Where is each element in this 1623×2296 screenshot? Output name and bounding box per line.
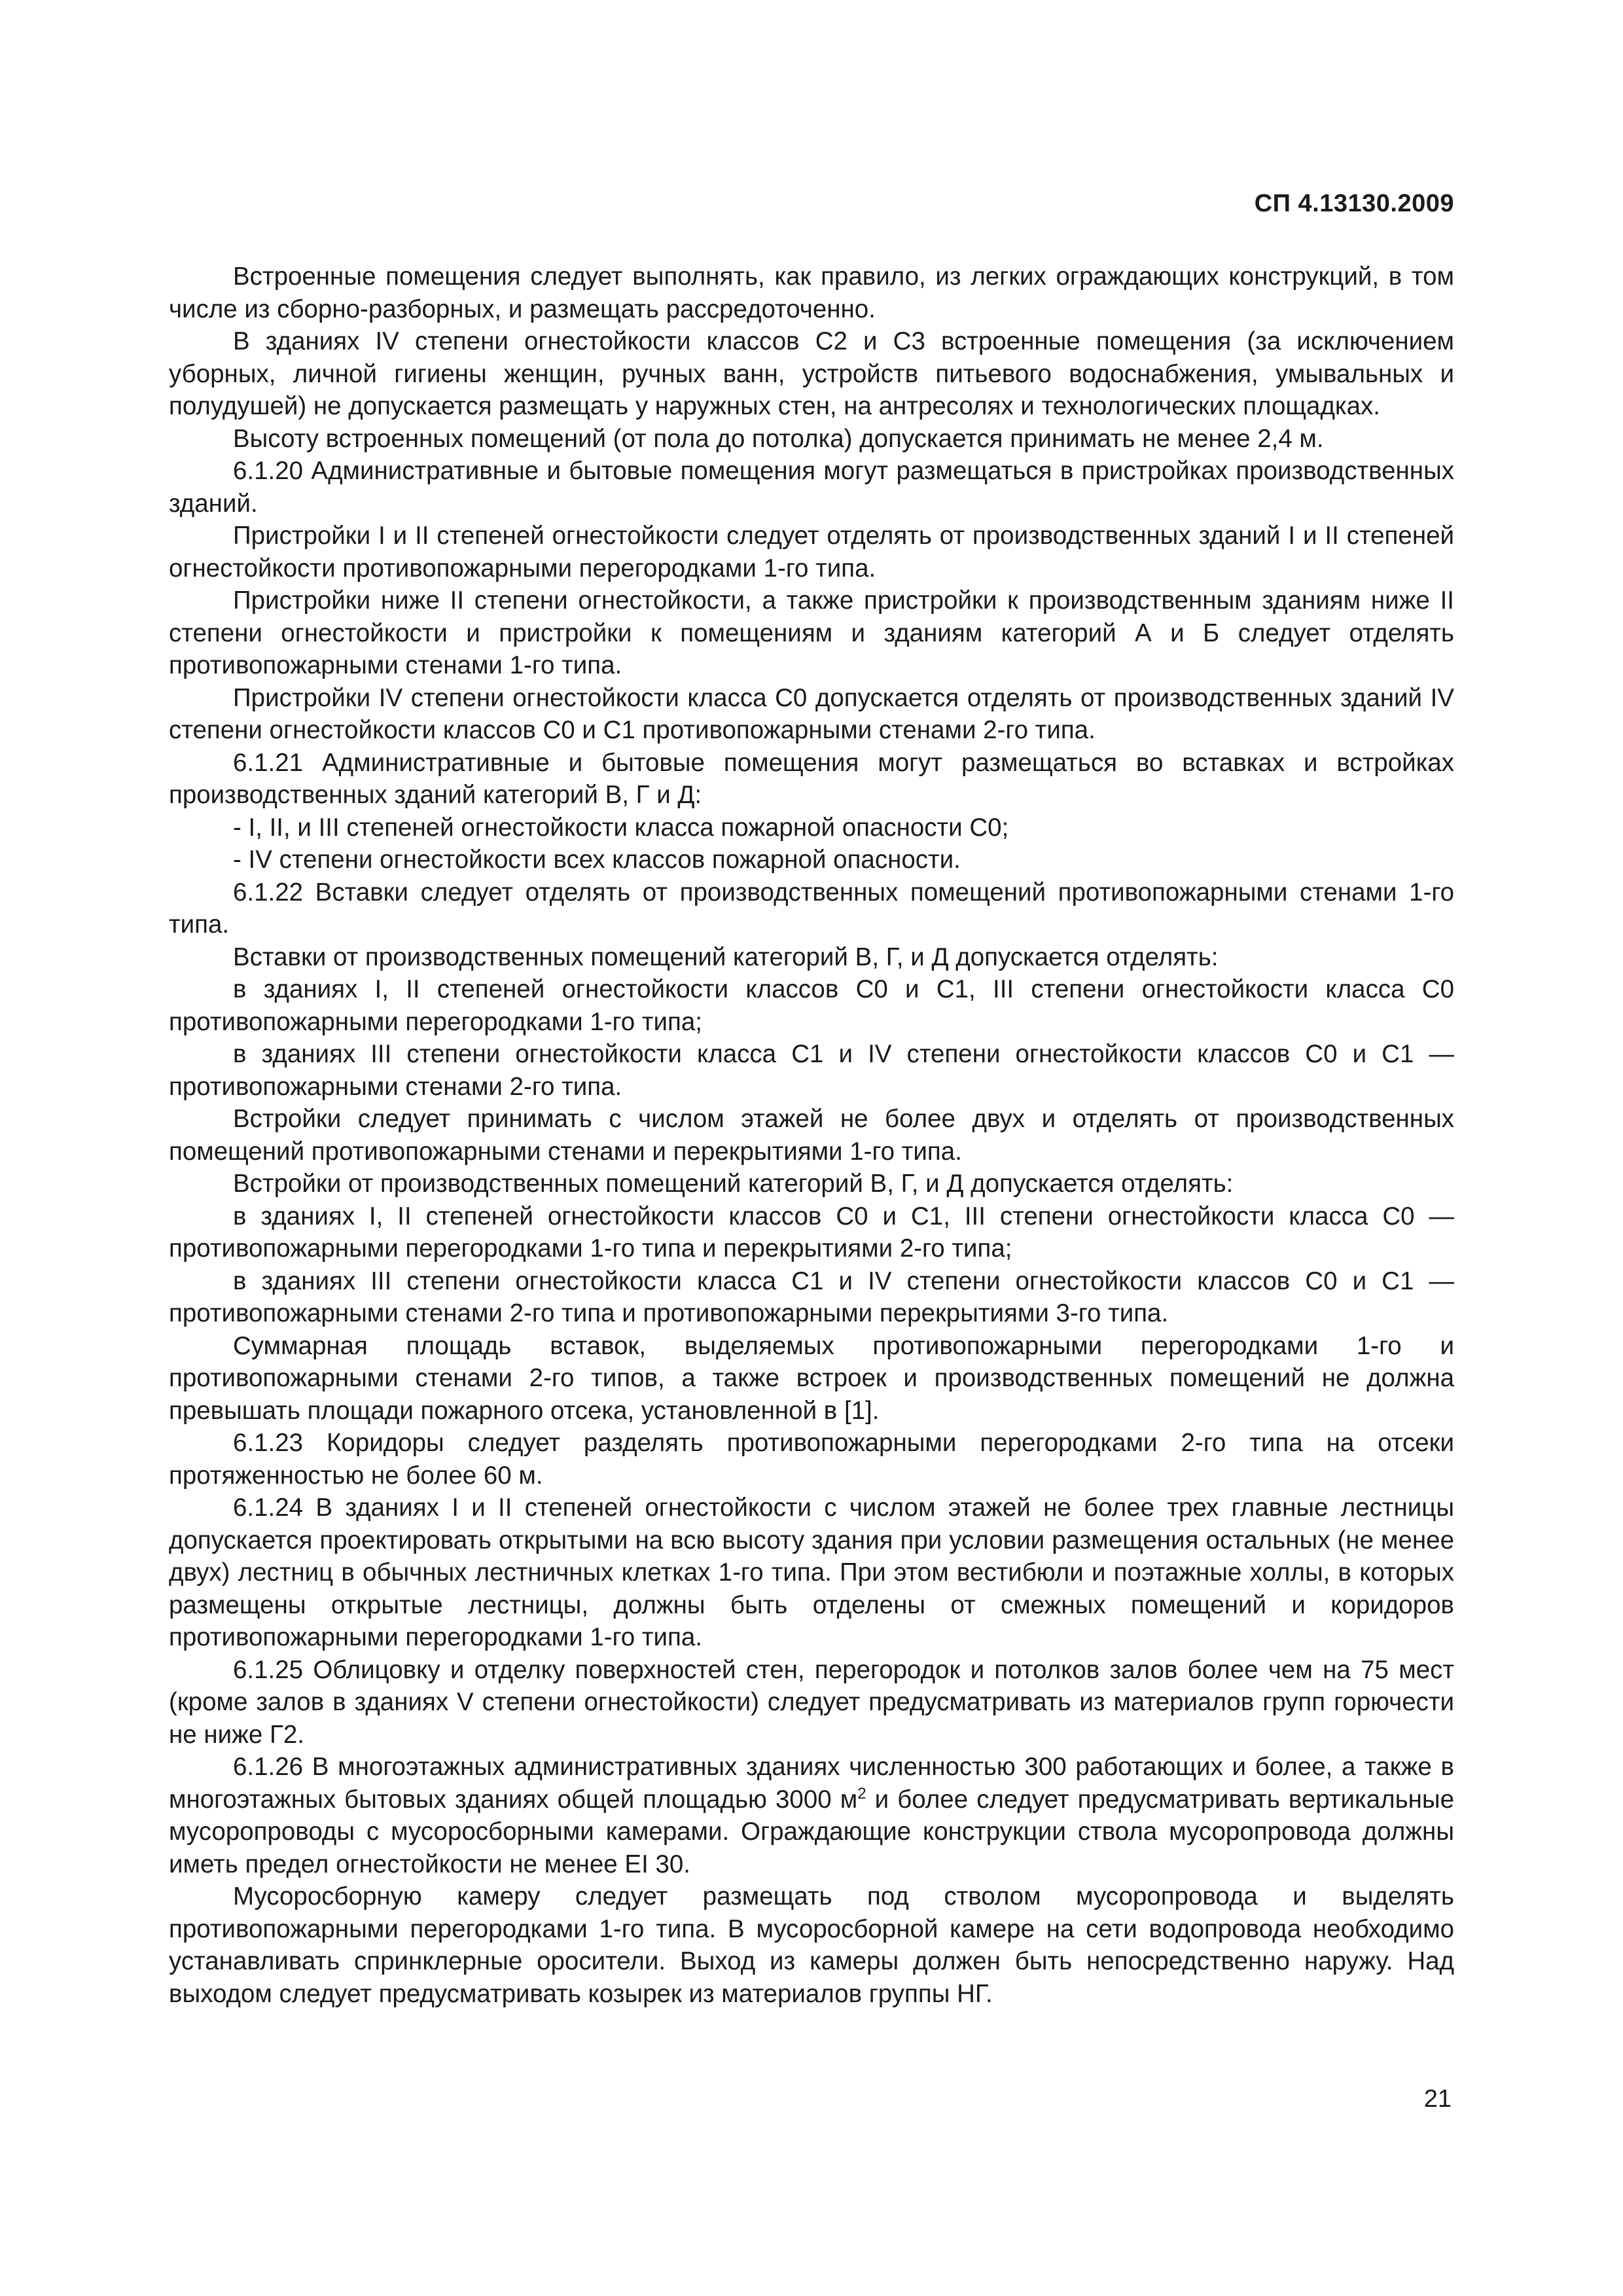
paragraph: Высоту встроенных помещений (от пола до потолка) допускается принимать не менее 2,4 м.	[233, 424, 1324, 453]
paragraph: в зданиях I, II степеней огнестойкости классов С0 и С1, III степени огнестойкости класса С0 противопожарными перегородками 1-го типа;	[169, 975, 1454, 1036]
paragraph: Пристройки I и II степеней огнестойкости следует отделять от производственных зданий I и II степеней огнестойкости противопожарными перегородками 1-го типа.	[169, 522, 1454, 583]
document-code-header: СП 4.13130.2009	[1254, 190, 1454, 217]
paragraph: Пристройки ниже II степени огнестойкости, а также пристройки к производственным зданиям ниже II степени огнестойкости и пристройки к помещениям и зданиям категорий А и Б следует отделять противопожарными стенами 1-го типа.	[169, 586, 1454, 679]
paragraph: Пристройки IV степени огнестойкости класса С0 допускается отделять от производственных зданий IV степени огнестойкости классов С0 и С1 противопожарными стенами 2-го типа.	[169, 683, 1454, 744]
paragraph-text: и более следует предусматривать вертикальные мусоропроводы с мусоросборными камерами. Ограждающие конструкции ствола мусоропровода должны иметь предел огнестойкости не менее EI 30.	[169, 1785, 1455, 1878]
paragraph-text: 6.1.26 В многоэтажных административных зданиях численностью 300 работающих и более, а также в многоэтажных бытовых зданиях общей площадью 3000 м	[169, 1753, 1454, 1814]
list-item: - IV степени огнестойкости всех классов пожарной опасности.	[233, 846, 961, 874]
page-number: 21	[1423, 2085, 1452, 2113]
paragraph: в зданиях I, II степеней огнестойкости классов С0 и С1, III степени огнестойкости класса С0 — противопожарными перегородками 1-го типа и перекрытиями 2-го типа;	[169, 1202, 1454, 1263]
paragraph: Встроенные помещения следует выполнять, как правило, из легких ограждающих конструкций, в том числе из сборно-разборных, и размещать рассредоточенно.	[169, 262, 1454, 323]
paragraph: 6.1.25 Облицовку и отделку поверхностей стен, перегородок и потолков залов более чем на 75 мест (кроме залов в зданиях V степени огнестойкости) следует предусматривать из материалов групп горючести не ниже Г2.	[169, 1655, 1454, 1749]
paragraph: Суммарная площадь вставок, выделяемых противопожарными перегородками 1-го и противопожарными стенами 2-го типов, а также встроек и производственных помещений не должна превышать площади пожарного отсека, установленной в [1].	[169, 1331, 1454, 1425]
paragraph: Встройки следует принимать с числом этажей не более двух и отделять от производственных помещений противопожарными стенами и перекрытиями 1-го типа.	[169, 1105, 1454, 1166]
paragraph: в зданиях III степени огнестойкости класса С1 и IV степени огнестойкости классов С0 и С1 — противопожарными стенами 2-го типа.	[169, 1040, 1454, 1101]
paragraph: 6.1.21 Административные и бытовые помещения могут размещаться во вставках и встройках производственных зданий категорий В, Г и Д:	[169, 748, 1454, 809]
paragraph: В зданиях IV степени огнестойкости классов С2 и С3 встроенные помещения (за исключением уборных, личной гигиены женщин, ручных ванн, устройств питьевого водоснабжения, умывальных и полудушей) не допускается размещать у наружных стен, на антресолях и технологических площадках.	[169, 327, 1454, 420]
paragraph: 6.1.24 В зданиях I и II степеней огнестойкости с числом этажей не более трех главные лестницы допускается проектировать открытыми на всю высоту здания при условии размещения остальных (не менее двух) лестниц в обычных лестничных клетках 1-го типа. При этом вестибюли и поэтажные холлы, в которых размещены открытые лестницы, должны быть отделены от смежных помещений и коридоров противопожарными перегородками 1-го типа.	[169, 1494, 1454, 1651]
document-body	[169, 260, 1454, 2010]
paragraph: 6.1.20 Административные и бытовые помещения могут размещаться в пристройках производственных зданий.	[169, 457, 1454, 518]
paragraph: Вставки от производственных помещений категорий В, Г, и Д допускается отделять:	[233, 942, 1219, 971]
paragraph: Встройки от производственных помещений категорий В, Г, и Д допускается отделять:	[233, 1170, 1234, 1198]
paragraph: 6.1.22 Вставки следует отделять от производственных помещений противопожарными стенами 1-го типа.	[169, 878, 1454, 939]
paragraph-6-1-26	[169, 1751, 1454, 1880]
paragraph: Мусоросборную камеру следует размещать под стволом мусоропровода и выделять противопожарными перегородками 1-го типа. В мусоросборной камере на сети водопровода необходимо устанавливать спринклерные оросители. Выход из камеры должен быть непосредственно наружу. Над выходом следует предусматривать козырек из материалов группы НГ.	[169, 1882, 1454, 2008]
superscript: 2	[857, 1784, 866, 1803]
list-item: - I, II, и III степеней огнестойкости класса пожарной опасности С0;	[233, 813, 1009, 842]
paragraph: 6.1.23 Коридоры следует разделять противопожарными перегородками 2-го типа на отсеки протяженностью не более 60 м.	[169, 1429, 1454, 1490]
paragraph: в зданиях III степени огнестойкости класса С1 и IV степени огнестойкости классов С0 и С1 — противопожарными стенами 2-го типа и противопожарными перекрытиями 3-го типа.	[169, 1266, 1454, 1327]
